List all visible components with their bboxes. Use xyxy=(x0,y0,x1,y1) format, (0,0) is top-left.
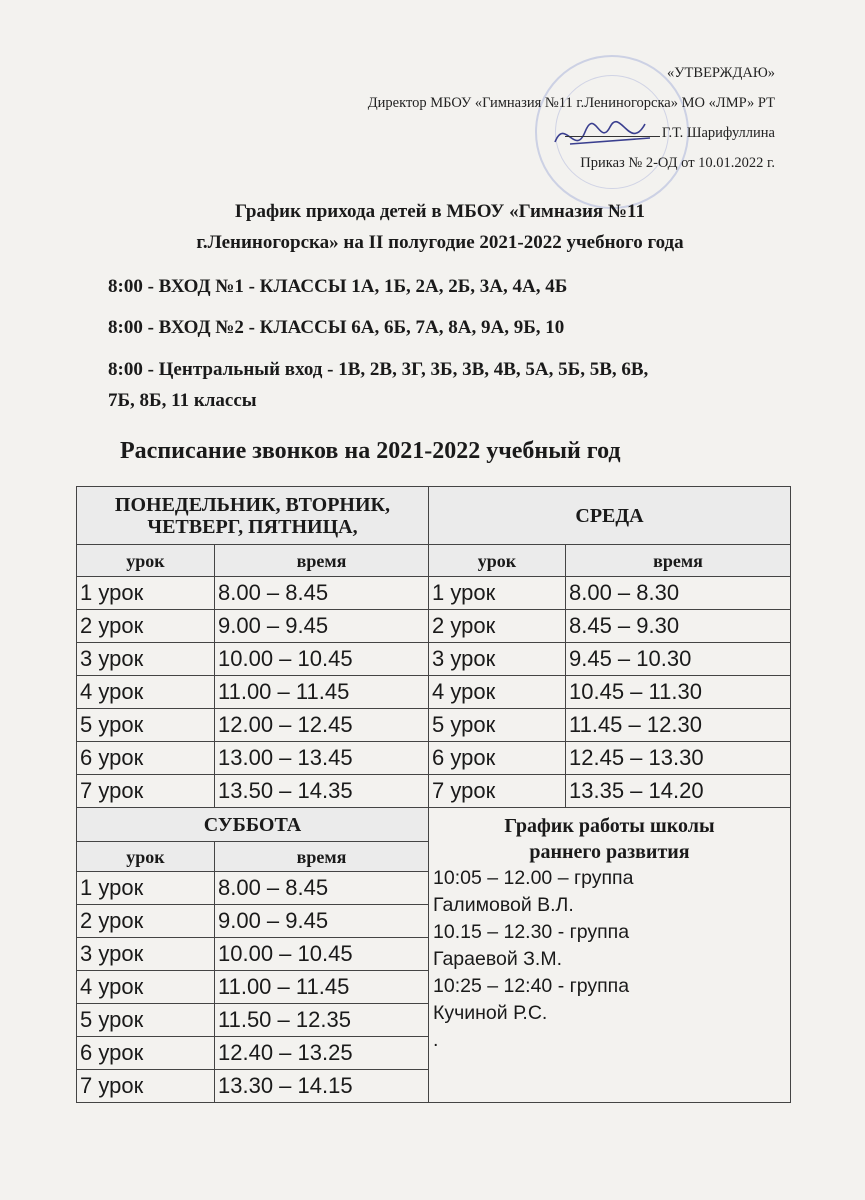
wednesday-lesson-cell: 1 урок xyxy=(429,577,566,610)
saturday-col-time: время xyxy=(215,842,429,872)
entrance-central xyxy=(108,354,798,416)
weekdays-heading xyxy=(77,487,429,545)
weekdays-lesson-cell: 3 урок xyxy=(77,643,215,676)
entrance-1: 8:00 - ВХОД №1 - КЛАССЫ 1А, 1Б, 2А, 2Б, 3А, 4А, 4Б xyxy=(108,276,568,297)
weekdays-time-cell: 13.50 – 14.35 xyxy=(215,775,429,808)
saturday-time-cell: 9.00 – 9.45 xyxy=(215,905,429,938)
saturday-lesson-cell: 5 урок xyxy=(77,1004,215,1037)
table-row xyxy=(77,610,791,643)
signature-line xyxy=(565,136,660,137)
wednesday-time-cell: 11.45 – 12.30 xyxy=(566,709,791,742)
saturday-time-cell: 10.00 – 10.45 xyxy=(215,938,429,971)
title-line-2: г.Лениногорска» на II полугодие 2021-2022 учебного года xyxy=(196,232,684,253)
weekdays-lesson-cell: 6 урок xyxy=(77,742,215,775)
entrance-central-line-1: 8:00 - Центральный вход - 1В, 2В, 3Г, 3Б, 3В, 4В, 5А, 5Б, 5В, 6В, xyxy=(108,359,649,380)
table-row xyxy=(77,775,791,808)
weekdays-time-cell: 11.00 – 11.45 xyxy=(215,676,429,709)
approval-signer: Г.Т. Шарифуллина xyxy=(661,125,775,141)
saturday-time-cell: 8.00 – 8.45 xyxy=(215,872,429,905)
weekdays-lesson-cell: 5 урок xyxy=(77,709,215,742)
wednesday-lesson-cell: 5 урок xyxy=(429,709,566,742)
wednesday-lesson-cell: 7 урок xyxy=(429,775,566,808)
saturday-header-row xyxy=(77,808,791,842)
early-school-line: 10:05 – 12.00 – группа xyxy=(433,867,634,889)
weekdays-lesson-cell: 4 урок xyxy=(77,676,215,709)
column-header-row xyxy=(77,545,791,577)
approval-block xyxy=(255,58,775,178)
saturday-lesson-cell: 1 урок xyxy=(77,872,215,905)
saturday-time-cell: 11.50 – 12.35 xyxy=(215,1004,429,1037)
early-school-title-line-2: раннего развития xyxy=(529,841,690,863)
approval-position: Директор МБОУ «Гимназия №11 г.Лениногорска» МО «ЛМР» РТ xyxy=(367,95,775,111)
approval-heading: «УТВЕРЖДАЮ» xyxy=(667,65,775,81)
wednesday-heading: СРЕДА xyxy=(429,487,791,545)
wednesday-col-time: время xyxy=(566,545,791,577)
saturday-lesson-cell: 4 урок xyxy=(77,971,215,1004)
early-school-cell xyxy=(429,808,791,1103)
bell-schedule-title: Расписание звонков на 2021-2022 учебный год xyxy=(120,438,621,464)
saturday-time-cell: 12.40 – 13.25 xyxy=(215,1037,429,1070)
weekdays-lesson-cell: 7 урок xyxy=(77,775,215,808)
weekdays-time-cell: 13.00 – 13.45 xyxy=(215,742,429,775)
saturday-lesson-cell: 2 урок xyxy=(77,905,215,938)
wednesday-col-lesson: урок xyxy=(429,545,566,577)
early-school-line: 10.15 – 12.30 - группа xyxy=(433,921,630,943)
weekdays-heading-line-1: ПОНЕДЕЛЬНИК, ВТОРНИК, xyxy=(114,493,391,516)
weekdays-col-time: время xyxy=(215,545,429,577)
early-school-line: Галимовой В.Л. xyxy=(433,894,574,916)
entrance-central-line-2: 7Б, 8Б, 11 классы xyxy=(108,390,257,411)
table-row xyxy=(77,676,791,709)
weekdays-time-cell: 8.00 – 8.45 xyxy=(215,577,429,610)
saturday-lesson-cell: 6 урок xyxy=(77,1037,215,1070)
saturday-lesson-cell: 7 урок xyxy=(77,1070,215,1103)
weekdays-time-cell: 10.00 – 10.45 xyxy=(215,643,429,676)
approval-signer-line xyxy=(255,118,775,148)
wednesday-time-cell: 13.35 – 14.20 xyxy=(566,775,791,808)
weekdays-col-lesson: урок xyxy=(77,545,215,577)
approval-order: Приказ № 2-ОД от 10.01.2022 г. xyxy=(580,155,775,171)
wednesday-time-cell: 8.45 – 9.30 xyxy=(566,610,791,643)
wednesday-lesson-cell: 2 урок xyxy=(429,610,566,643)
saturday-lesson-cell: 3 урок xyxy=(77,938,215,971)
early-school-line: Гараевой З.М. xyxy=(433,948,562,970)
wednesday-time-cell: 12.45 – 13.30 xyxy=(566,742,791,775)
bell-schedule-table xyxy=(76,486,791,1103)
early-school-groups xyxy=(429,865,790,1054)
wednesday-time-cell: 10.45 – 11.30 xyxy=(566,676,791,709)
weekdays-heading-line-2: ЧЕТВЕРГ, ПЯТНИЦА, xyxy=(147,515,358,538)
early-school-line: Кучиной Р.С. xyxy=(433,1002,548,1024)
early-school-line: . xyxy=(433,1029,439,1051)
weekdays-lesson-cell: 2 урок xyxy=(77,610,215,643)
early-school-title xyxy=(429,808,790,865)
entrance-2: 8:00 - ВХОД №2 - КЛАССЫ 6А, 6Б, 7А, 8А, 9А, 9Б, 10 xyxy=(108,317,565,338)
wednesday-lesson-cell: 3 урок xyxy=(429,643,566,676)
weekdays-lesson-cell: 1 урок xyxy=(77,577,215,610)
table-row xyxy=(77,643,791,676)
document-title xyxy=(120,196,760,258)
weekdays-time-cell: 9.00 – 9.45 xyxy=(215,610,429,643)
table-row xyxy=(77,577,791,610)
wednesday-lesson-cell: 6 урок xyxy=(429,742,566,775)
saturday-heading: СУББОТА xyxy=(77,808,429,842)
saturday-time-cell: 13.30 – 14.15 xyxy=(215,1070,429,1103)
table-header-row xyxy=(77,487,791,545)
early-school-title-line-1: График работы школы xyxy=(504,815,715,837)
wednesday-time-cell: 8.00 – 8.30 xyxy=(566,577,791,610)
title-line-1: График прихода детей в МБОУ «Гимназия №11 xyxy=(235,201,645,222)
table-row xyxy=(77,742,791,775)
early-school-line: 10:25 – 12:40 - группа xyxy=(433,975,630,997)
wednesday-time-cell: 9.45 – 10.30 xyxy=(566,643,791,676)
saturday-time-cell: 11.00 – 11.45 xyxy=(215,971,429,1004)
weekdays-time-cell: 12.00 – 12.45 xyxy=(215,709,429,742)
table-row xyxy=(77,709,791,742)
saturday-col-lesson: урок xyxy=(77,842,215,872)
entrance-list xyxy=(108,272,798,416)
wednesday-lesson-cell: 4 урок xyxy=(429,676,566,709)
